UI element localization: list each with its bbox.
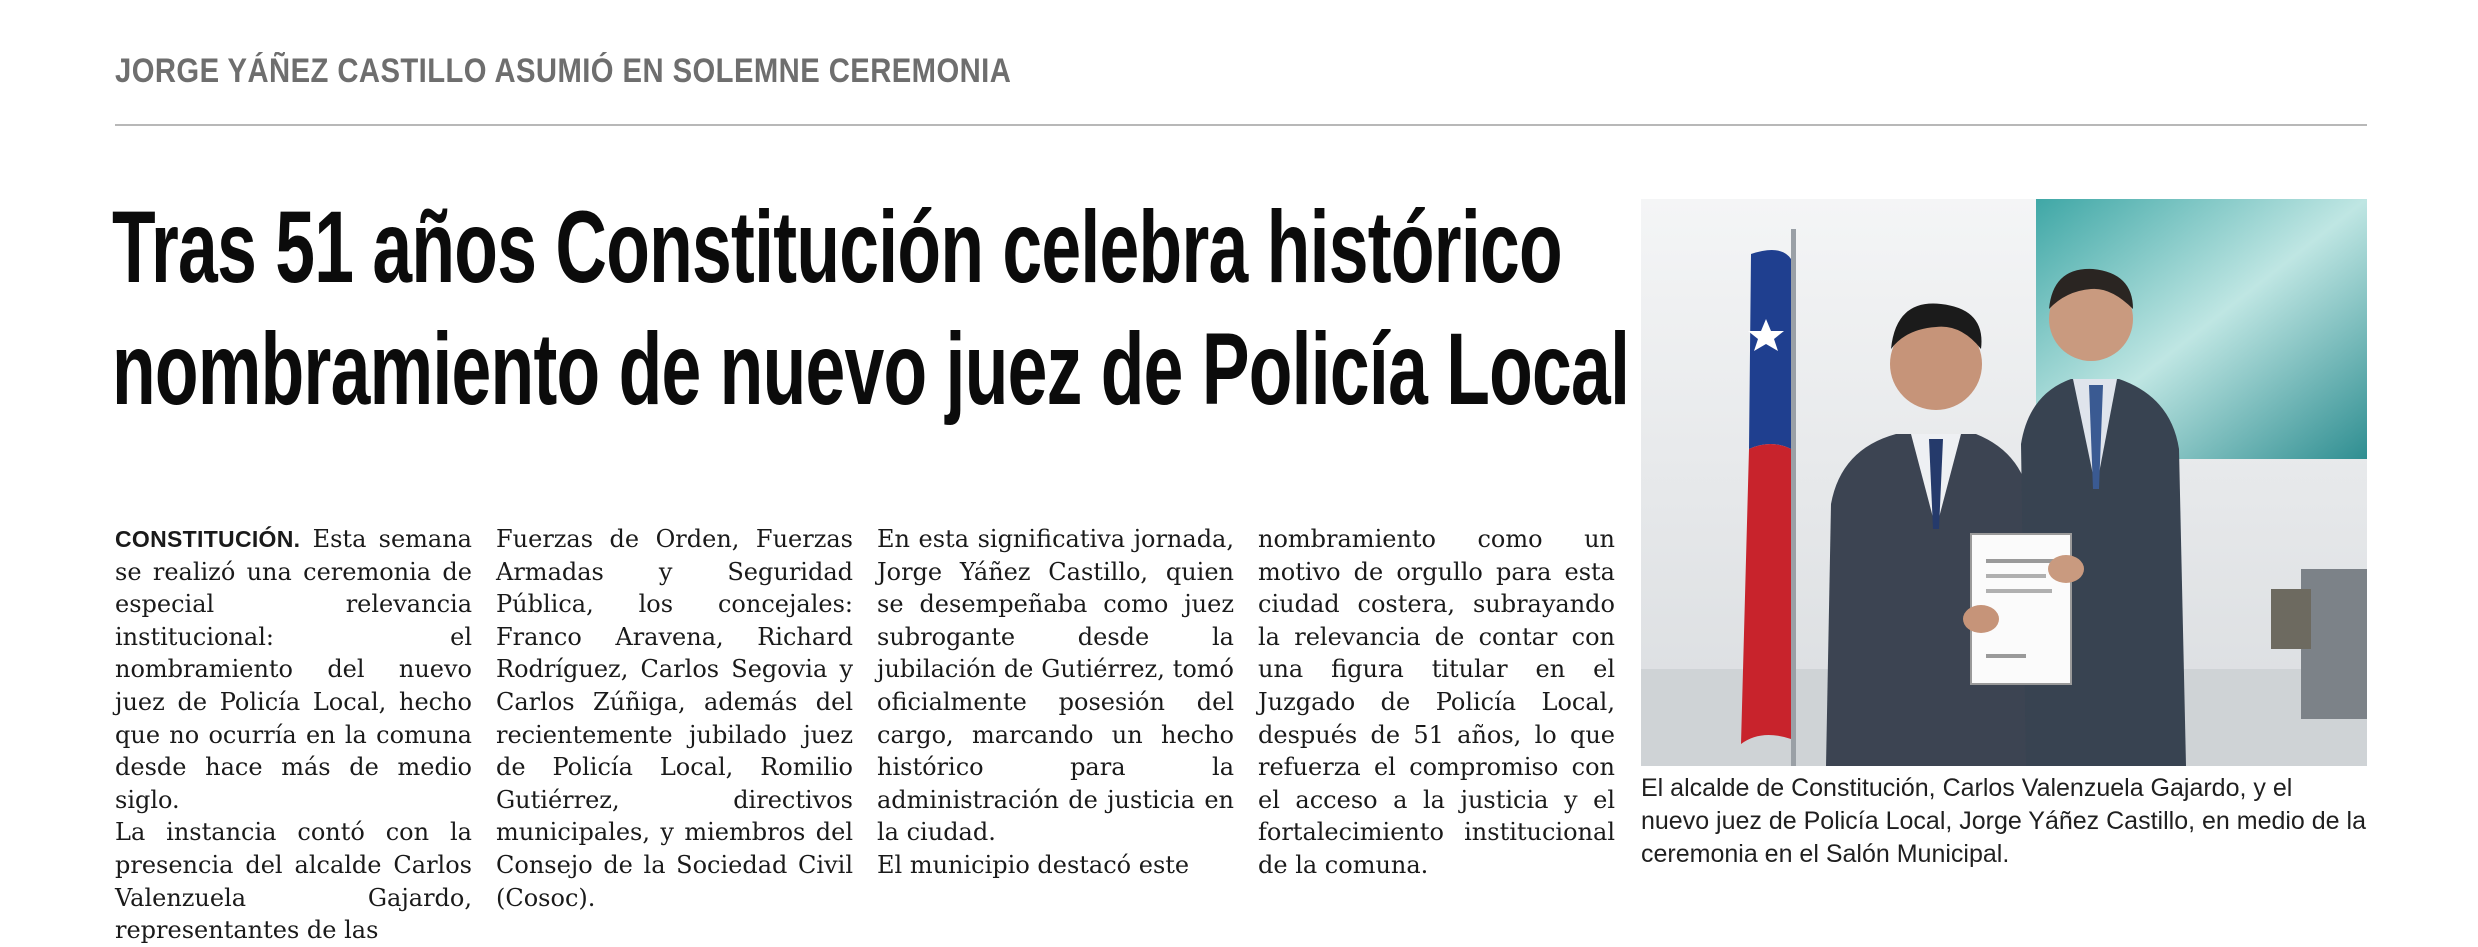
article-column-3 xyxy=(877,523,1234,882)
article-column-4 xyxy=(1258,523,1615,882)
article-paragraph xyxy=(115,523,472,816)
ceremony-photo xyxy=(1641,199,2367,766)
paragraph-text: Esta semana se realizó una ceremonia de especial relevancia institucional: el nombramiento del nuevo juez de Policía Local, hecho que no ocurría en la comuna desde hace más de medio siglo. xyxy=(115,525,472,814)
article-column-1 xyxy=(115,523,472,947)
headline-line-2: nombramiento de nuevo juez de Policía Local xyxy=(112,312,1630,426)
headline-line-1: Tras 51 años Constitución celebra histórico xyxy=(112,190,1562,304)
ceremony-illustration xyxy=(1641,199,2367,766)
article-column-2 xyxy=(496,523,853,914)
trophy xyxy=(2271,589,2311,649)
photo-caption: El alcalde de Constitución, Carlos Valenzuela Gajardo, y el nuevo juez de Policía Local, Jorge Yáñez Castillo, en medio de la ceremonia en el Salón Municipal. xyxy=(1641,774,2366,868)
article-paragraph: En esta significativa jornada, Jorge Yáñez Castillo, quien se desempeñaba como juez subrogante desde la jubilación de Gutiérrez, tomó oficialmente posesión del cargo, marcando un hecho histórico para la administración de justicia en la ciudad. xyxy=(877,525,1234,847)
section-divider xyxy=(115,124,2367,126)
dateline: CONSTITUCIÓN. xyxy=(115,526,301,552)
article-paragraph: El municipio destacó este xyxy=(877,850,1190,879)
headline xyxy=(112,186,1629,430)
article-paragraph: nombramiento como un motivo de orgullo para esta ciudad costera, subrayando la relevancia de contar con una figura titular en el Juzgado de Policía Local, después de 51 años, lo que refuerza el compromiso con el acceso a la justicia y el fortalecimiento institucional de la comuna. xyxy=(1258,525,1615,879)
kicker: JORGE YÁÑEZ CASTILLO ASUMIÓ EN SOLEMNE CEREMONIA xyxy=(115,52,1012,90)
article-paragraph: La instancia contó con la presencia del alcalde Carlos Valenzuela Gajardo, representantes de las xyxy=(115,818,472,945)
article-paragraph: Fuerzas de Orden, Fuerzas Armadas y Seguridad Pública, los concejales: Franco Aravena, Richard Rodríguez, Carlos Segovia y Carlos Zúñiga, además del recientemente jubilado juez de Policía Local, Romilio Gutiérrez, directivos municipales, y miembros del Consejo de la Sociedad Civil (Cosoc). xyxy=(496,525,853,912)
certificate xyxy=(1963,534,2084,684)
